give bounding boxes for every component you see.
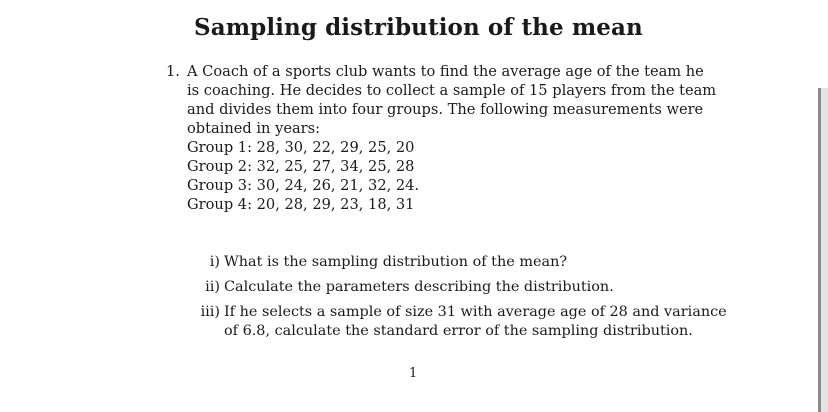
- subquestion-text: [224, 303, 727, 341]
- document-title: Sampling distribution of the mean: [194, 14, 643, 41]
- group-2-data: Group 2: 32, 25, 27, 34, 25, 28: [187, 158, 415, 175]
- question-line: is coaching. He decides to collect a sample of 15 players from the team: [187, 82, 717, 99]
- subquestion-ii: [196, 278, 696, 297]
- subquestion-continuation: of 6.8, calculate the standard error of the sampling distribution.: [224, 323, 693, 339]
- subquestion-text: [224, 278, 696, 297]
- subquestion-iii: [196, 303, 727, 341]
- question-body: [187, 62, 717, 214]
- question-line: A Coach of a sports club wants to find the average age of the team he: [187, 63, 704, 80]
- question-line: and divides them into four groups. The following measurements were: [187, 101, 704, 118]
- group-3-data: Group 3: 30, 24, 26, 21, 32, 24.: [187, 177, 420, 194]
- page-number: 1: [409, 366, 418, 381]
- question-line: obtained in years:: [187, 120, 321, 137]
- subquestion-line: What is the sampling distribution of the mean?: [224, 254, 568, 270]
- subquestion-number: iii): [200, 304, 220, 320]
- subquestion-number: ii): [205, 279, 220, 295]
- subquestion-list: [196, 253, 727, 347]
- question-1: [166, 62, 717, 214]
- group-1-data: Group 1: 28, 30, 22, 29, 25, 20: [187, 139, 415, 156]
- page-edge-shadow: [821, 88, 828, 412]
- subquestion-line: If he selects a sample of size 31 with average age of 28 and variance: [224, 304, 727, 320]
- subquestion-i: [196, 253, 696, 272]
- subquestion-number: i): [209, 254, 220, 270]
- subquestion-text: [224, 253, 696, 272]
- question-number: 1.: [166, 63, 180, 80]
- group-4-data: Group 4: 20, 28, 29, 23, 18, 31: [187, 196, 415, 213]
- subquestion-line: Calculate the parameters describing the distribution.: [224, 279, 614, 295]
